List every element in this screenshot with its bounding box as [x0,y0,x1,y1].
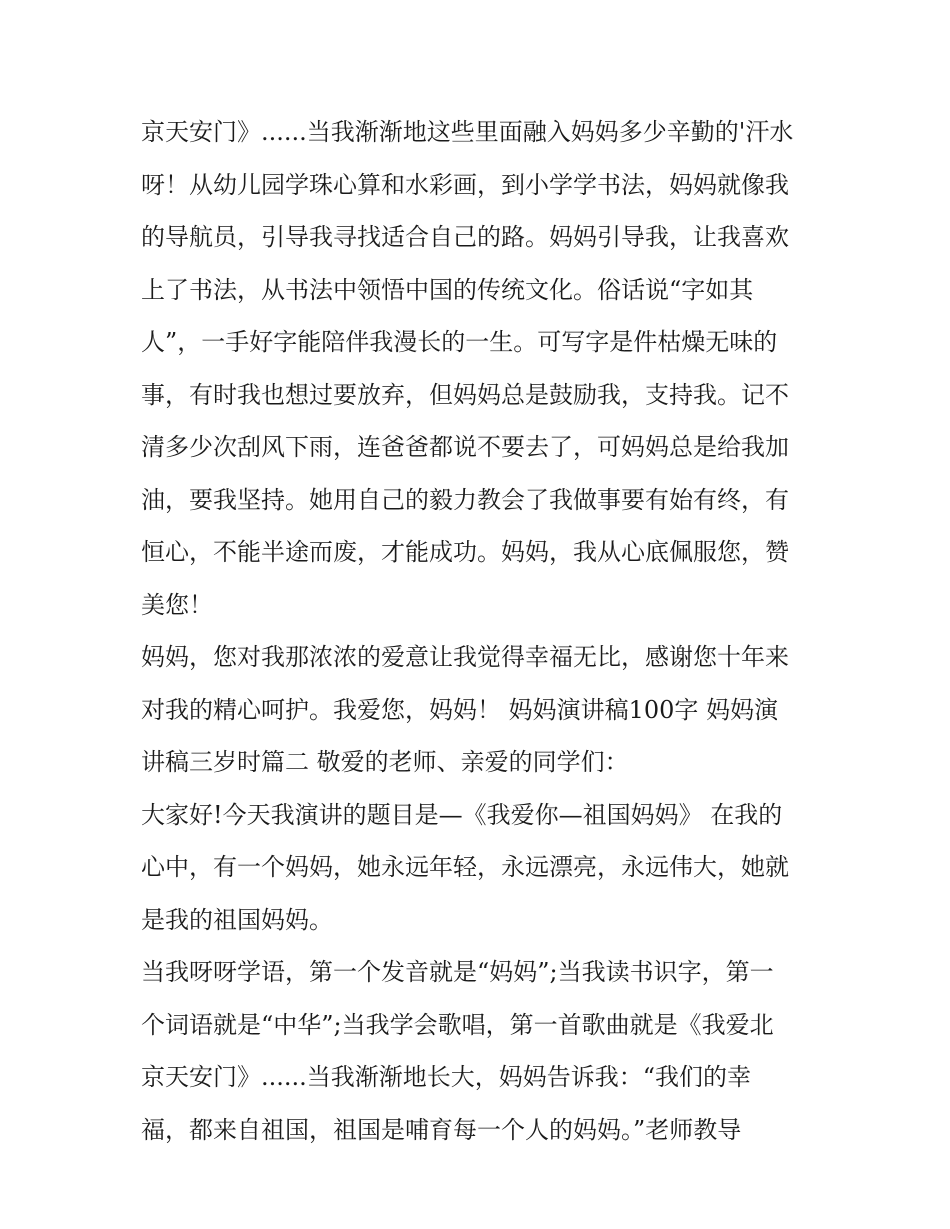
text-line: 当我呀呀学语，第一个发音就是“妈妈”;当我读书识字，第一 [141,958,774,986]
text-line: 恒心，不能半途而废，才能成功。妈妈，我从心底佩服您，赞 [141,538,789,566]
text-line: 京天安门》......当我渐渐地长大，妈妈告诉我：“我们的幸 [141,1063,752,1091]
text-line: 个词语就是“中华”;当我学会歌唱，第一首歌曲就是《我爱北 [141,1010,774,1039]
text-line: 妈妈，您对我那浓浓的爱意让我觉得幸福无比，感谢您十年来 [141,643,789,671]
text-line: 对我的精心呵护。我爱您，妈妈！ 妈妈演讲稿100字 妈妈演 [141,695,779,724]
text-line: 讲稿三岁时篇二 敬爱的老师、亲爱的同学们： [141,748,629,776]
text-line: 心中，有一个妈妈，她永远年轻，永远漂亮，永远伟大，她就 [141,853,789,881]
text-line: 清多少次刮风下雨，连爸爸都说不要去了，可妈妈总是给我加 [141,433,789,461]
text-line: 福，都来自祖国，祖国是哺育每一个人的妈妈。”老师教导 [141,1115,742,1144]
text-line: 上了书法，从书法中领悟中国的传统文化。俗话说“字如其 [141,275,754,304]
text-line: 京天安门》......当我渐渐地这些里面融入妈妈多少辛勤的'汗水 [141,118,794,146]
text-line: 事，有时我也想过要放弃，但妈妈总是鼓励我，支持我。记不 [141,380,789,409]
text-line: 是我的祖国妈妈。 [141,905,333,934]
document-body [141,106,841,1156]
text-line: 油，要我坚持。她用自己的毅力教会了我做事要有始有终，有 [141,485,789,514]
text-line: 呀！从幼儿园学珠心算和水彩画，到小学学书法，妈妈就像我 [141,170,789,199]
text-line: 的导航员，引导我寻找适合自己的路。妈妈引导我，让我喜欢 [141,223,789,251]
text-line: 美您！ [141,590,213,619]
text-line: 人”，一手好字能陪伴我漫长的一生。可写字是件枯燥无味的 [141,328,778,356]
text-line: 大家好!今天我演讲的题目是—《我爱你—祖国妈妈》 在我的 [141,800,783,829]
